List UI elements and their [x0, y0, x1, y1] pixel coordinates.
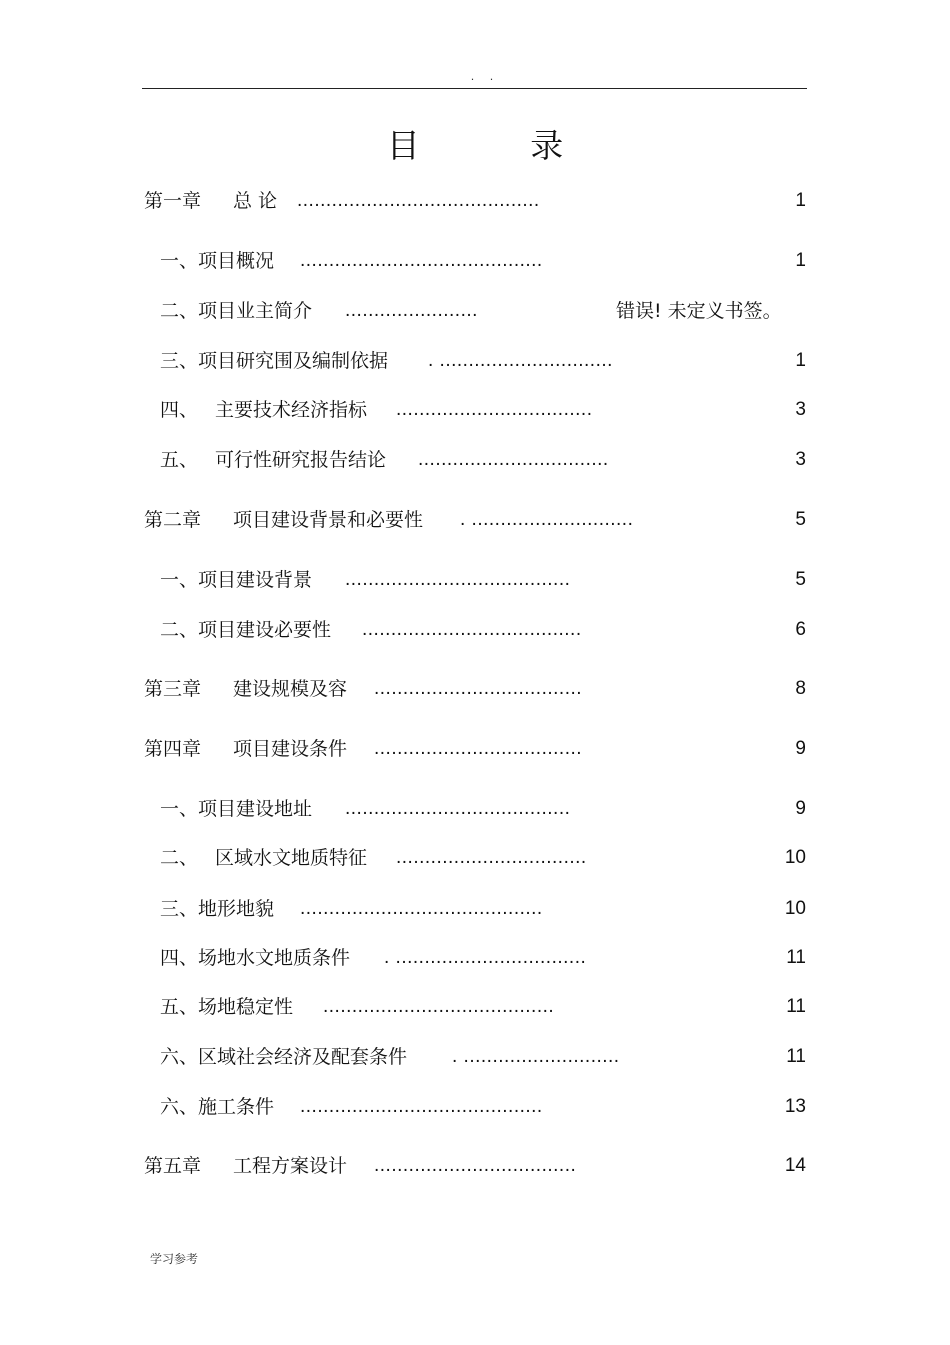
toc-page-number: 11	[786, 947, 806, 968]
toc-leader: . ............................	[460, 509, 634, 530]
toc-entry-title: 可行性研究报告结论	[215, 449, 387, 471]
toc-page-number: 5	[795, 569, 806, 590]
toc-entry-title: 六、施工条件	[160, 1096, 275, 1118]
toc-leader: ....................................	[374, 738, 583, 759]
header-rule	[142, 88, 807, 89]
toc-chapter-number: 第五章	[144, 1155, 202, 1177]
toc-row-section[interactable]	[0, 446, 950, 474]
toc-entry-title: 总 论	[233, 190, 278, 212]
toc-section-number: 四、	[160, 399, 199, 421]
toc-entry-title: 六、区域社会经济及配套条件	[160, 1046, 408, 1068]
toc-leader: . ...........................	[452, 1046, 620, 1067]
toc-leader: ......................................	[362, 619, 582, 640]
toc-page-number: 10	[784, 898, 806, 919]
toc-row-section[interactable]	[0, 993, 950, 1021]
toc-page-number: 9	[795, 738, 806, 759]
toc-entry-title: 主要技术经济指标	[215, 399, 368, 421]
toc-page-number: 5	[795, 509, 806, 530]
toc-page-number: 1	[795, 250, 806, 271]
toc-page-number: 8	[795, 678, 806, 699]
toc-row-section[interactable]	[0, 795, 950, 823]
toc-row-chapter-1[interactable]	[0, 187, 950, 215]
toc-page-number: 13	[784, 1096, 806, 1117]
toc-error-message: 错误! 未定义书签。	[616, 300, 782, 322]
toc-entry-title: 三、项目研究围及编制依据	[160, 350, 389, 372]
toc-row-section[interactable]	[0, 396, 950, 424]
toc-entry-title: 工程方案设计	[233, 1155, 348, 1177]
toc-section-number: 二、	[160, 847, 199, 869]
toc-leader: ....................................	[374, 678, 583, 699]
toc-page-number: 3	[795, 449, 806, 470]
toc-leader: .......................................	[345, 569, 571, 590]
toc-row-section[interactable]	[0, 297, 950, 325]
toc-leader: ...................................	[374, 1155, 577, 1176]
toc-leader: .................................	[396, 847, 587, 868]
toc-leader: ........................................	[323, 996, 555, 1017]
toc-row-section[interactable]	[0, 944, 950, 972]
toc-leader: .......................................	[345, 798, 571, 819]
toc-leader: .......................	[345, 300, 478, 321]
toc-chapter-number: 第一章	[144, 190, 202, 212]
toc-section-number: 五、	[160, 449, 199, 471]
toc-row-section[interactable]	[0, 616, 950, 644]
toc-page-number: 11	[786, 1046, 806, 1067]
toc-leader: ..........................................	[300, 250, 543, 271]
toc-page-number: 6	[795, 619, 806, 640]
toc-entry-title: 项目建设条件	[233, 738, 348, 760]
toc-page-number: 3	[795, 399, 806, 420]
header-dots: . .	[470, 70, 500, 83]
toc-entry-title: 五、场地稳定性	[160, 996, 294, 1018]
toc-leader: ..................................	[396, 399, 593, 420]
toc-page-number: 14	[784, 1155, 806, 1176]
toc-entry-title: 一、项目概况	[160, 250, 275, 272]
toc-page-number: 9	[795, 798, 806, 819]
toc-leader: ..........................................	[300, 1096, 543, 1117]
toc-row-section[interactable]	[0, 566, 950, 594]
toc-chapter-number: 第三章	[144, 678, 202, 700]
toc-row-section[interactable]	[0, 1043, 950, 1071]
toc-entry-title: 建设规模及容	[233, 678, 348, 700]
toc-entry-title: 项目建设背景和必要性	[233, 509, 424, 531]
toc-row-section[interactable]	[0, 895, 950, 923]
toc-row-section[interactable]	[0, 844, 950, 872]
page-title: 目 录	[386, 126, 614, 165]
page-footer: 学习参考	[150, 1252, 199, 1266]
toc-row-section[interactable]	[0, 247, 950, 275]
toc-row-section[interactable]	[0, 347, 950, 375]
toc-page-number: 11	[786, 996, 806, 1017]
toc-row-chapter-4[interactable]	[0, 735, 950, 763]
toc-entry-title: 三、地形地貌	[160, 898, 275, 920]
toc-row-chapter-3[interactable]	[0, 675, 950, 703]
toc-entry-title: 区域水文地质特征	[215, 847, 368, 869]
toc-leader: ..........................................	[300, 898, 543, 919]
toc-page-number: 1	[795, 190, 806, 211]
toc-entry-title: 四、场地水文地质条件	[160, 947, 351, 969]
toc-row-section[interactable]	[0, 1093, 950, 1121]
toc-leader: .................................	[418, 449, 609, 470]
toc-leader: . ..............................	[428, 350, 613, 371]
toc-entry-title: 二、项目建设必要性	[160, 619, 332, 641]
toc-leader: ..........................................	[297, 190, 540, 211]
toc-leader: . .................................	[384, 947, 587, 968]
toc-chapter-number: 第四章	[144, 738, 202, 760]
toc-entry-title: 一、项目建设地址	[160, 798, 313, 820]
toc-page-number: 1	[795, 350, 806, 371]
toc-row-chapter-5[interactable]	[0, 1152, 950, 1180]
toc-chapter-number: 第二章	[144, 509, 202, 531]
toc-entry-title: 二、项目业主简介	[160, 300, 313, 322]
toc-page-number: 10	[784, 847, 806, 868]
toc-row-chapter-2[interactable]	[0, 506, 950, 534]
toc-entry-title: 一、项目建设背景	[160, 569, 313, 591]
